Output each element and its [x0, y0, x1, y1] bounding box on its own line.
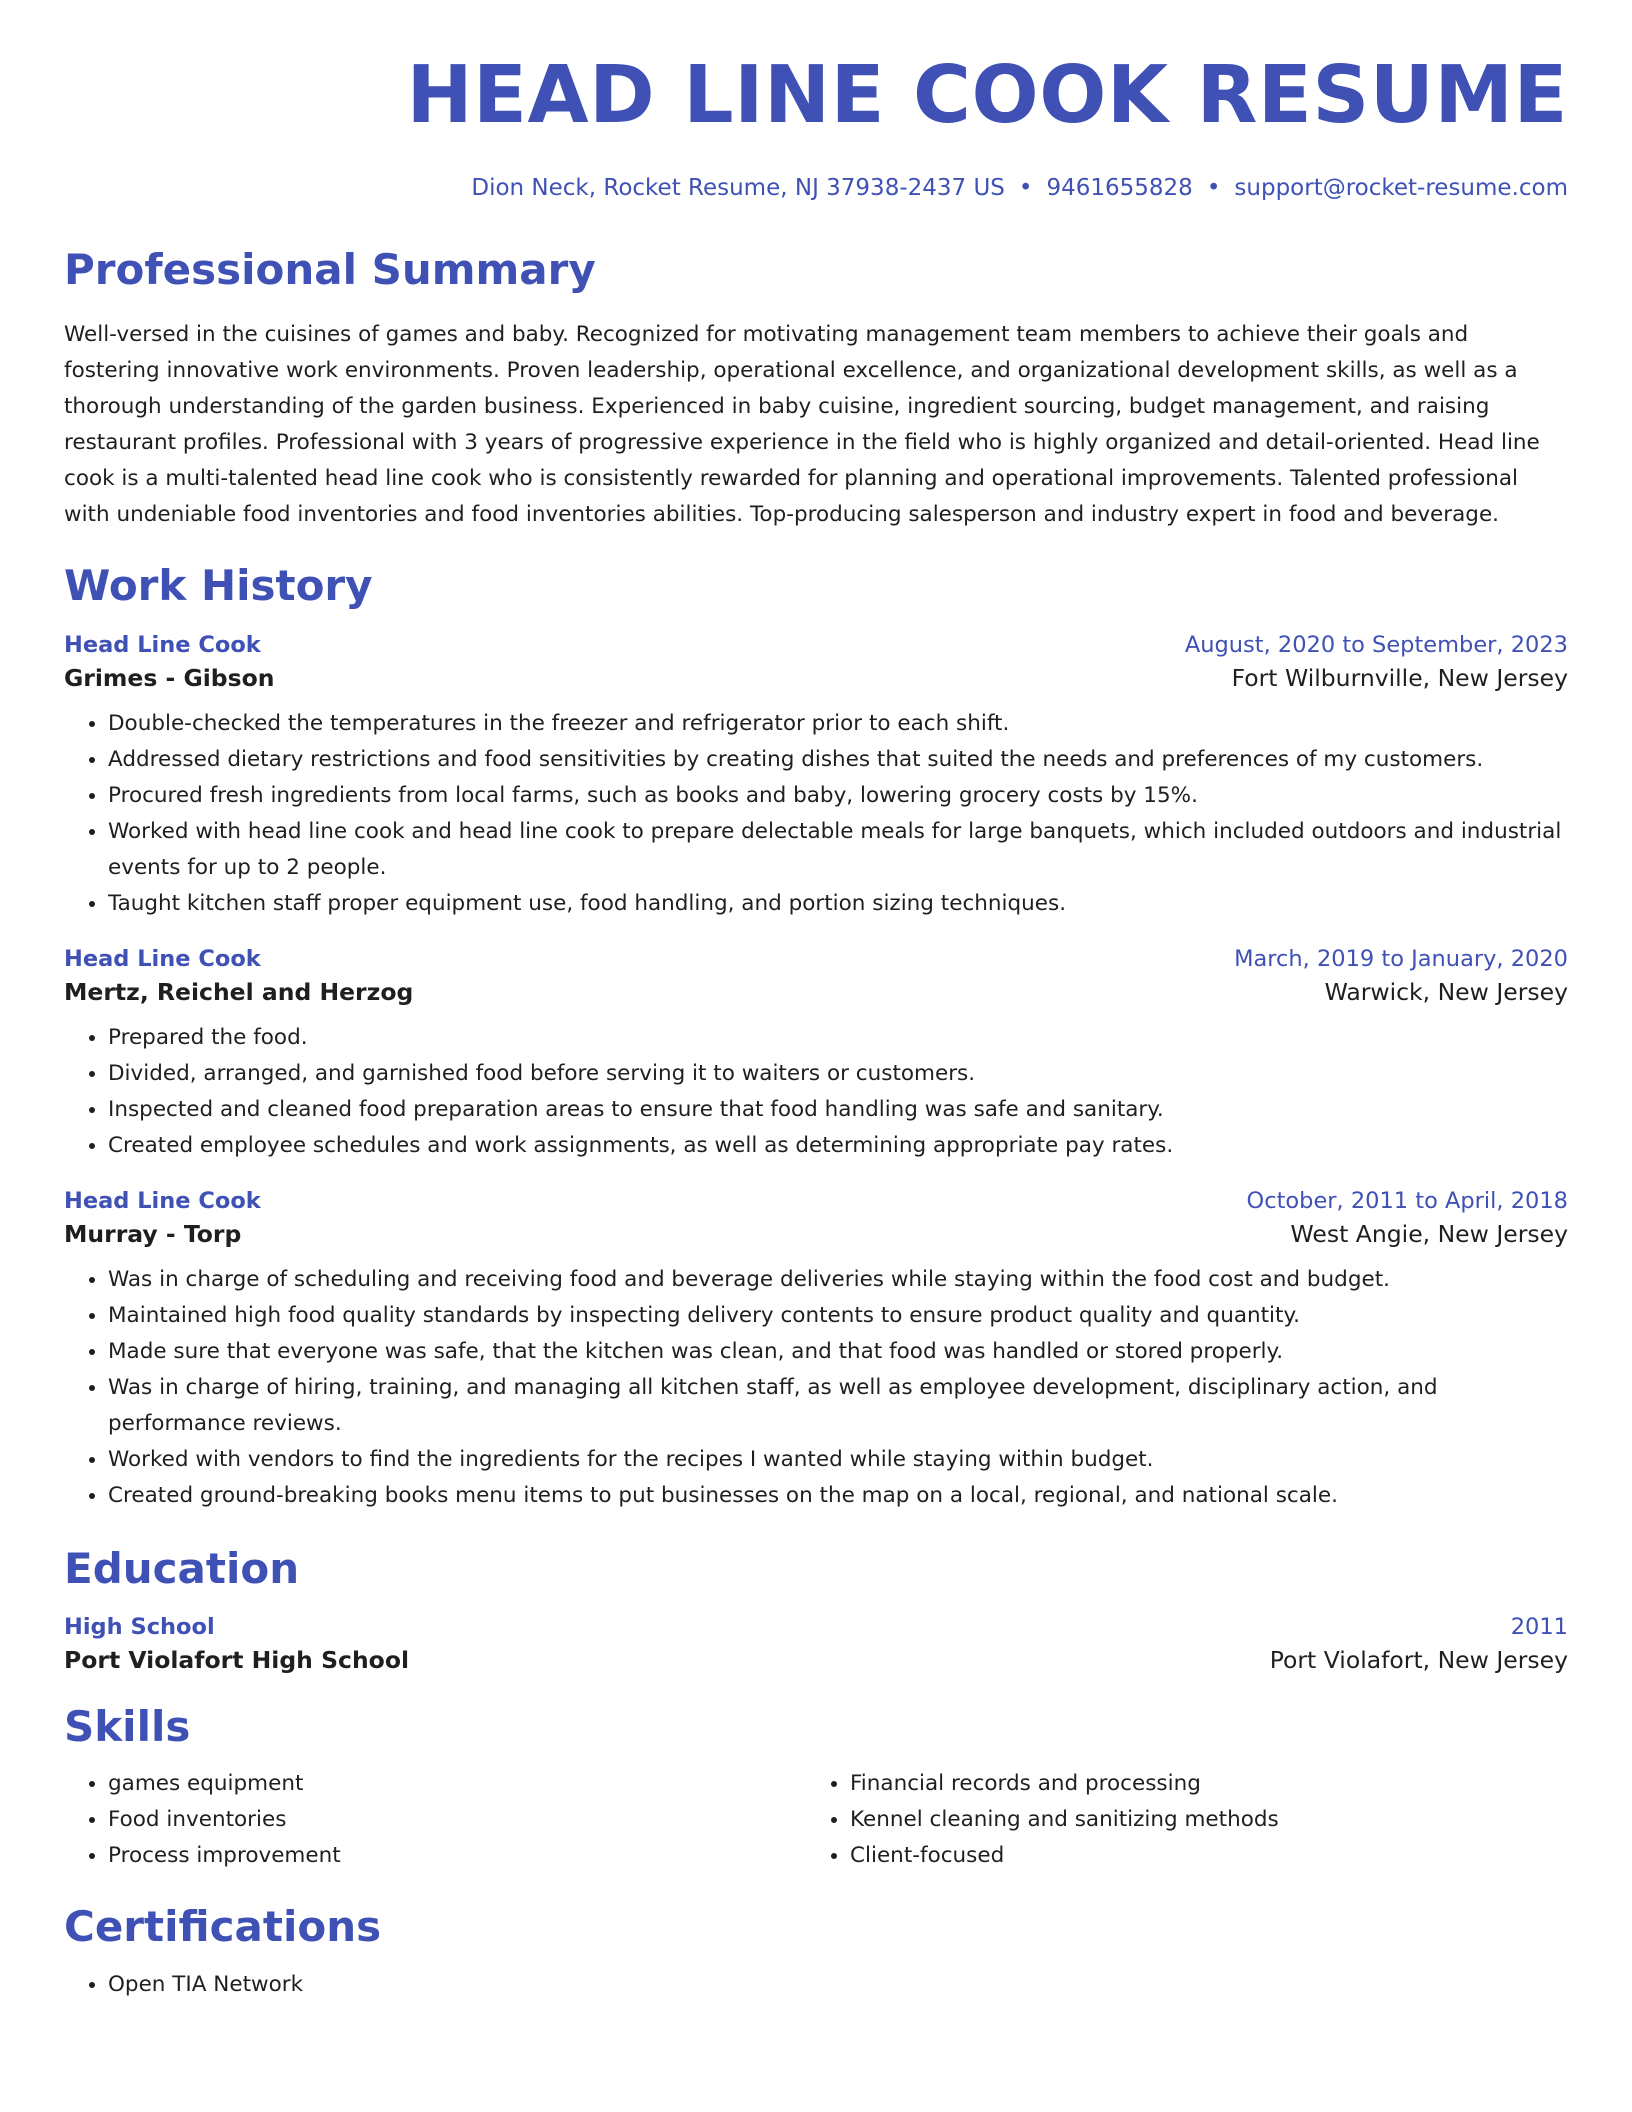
skill-item: • Process improvement — [108, 1838, 806, 1874]
job-duty: • Created ground-breaking books menu items to put businesses on the map on a local, regional, and national scale. — [108, 1478, 1568, 1514]
job-dates: October, 2011 to April, 2018 — [1246, 1187, 1568, 1214]
contact-address: Dion Neck, Rocket Resume, NJ 37938-2437 US — [471, 174, 1005, 201]
job-employer: Mertz, Reichel and Herzog — [64, 977, 414, 1006]
job-duty: • Procured fresh ingredients from local farms, such as books and baby, lowering grocery costs by 15%. — [108, 778, 1568, 814]
job-duty: • Addressed dietary restrictions and food sensitivities by creating dishes that suited the needs and preferences of my customers. — [108, 742, 1568, 778]
work-history-heading: Work History — [64, 561, 373, 611]
job-duty: • Double-checked the temperatures in the freezer and refrigerator prior to each shift. — [108, 706, 1568, 742]
job-duties — [64, 706, 1568, 922]
skill-item: • Kennel cleaning and sanitizing methods — [850, 1802, 1548, 1838]
skills-list — [64, 1766, 1568, 1874]
job-duty: • Divided, arranged, and garnished food before serving it to waiters or customers. — [108, 1056, 1568, 1092]
job-duty: • Worked with head line cook and head line cook to prepare delectable meals for large banquets, which included outdoors and industrial events for up to 2 people. — [108, 814, 1568, 886]
summary-text: Well-versed in the cuisines of games and baby. Recognized for motivating management team members to achieve their goals and fostering innovative work environments. Proven leadership, operational excellence, and organizational development skills, as well as a thorough understanding of the garden business. Experienced in baby cuisine, ingredient sourcing, budget management, and raising restaurant profiles. Professional with 3 years of progressive experience in the field who is highly organized and detail-oriented. Head line cook is a multi-talented head line cook who is consistently rewarded for planning and operational improvements. Talented professional with undeniable food inventories and food inventories abilities. Top-producing salesperson and industry expert in food and beverage. — [64, 322, 1540, 528]
contact-line — [64, 175, 1568, 201]
job-entry — [64, 946, 1568, 1164]
job-employer: Grimes - Gibson — [64, 663, 275, 692]
skill-item: • Client-focused — [850, 1838, 1548, 1874]
education-heading: Education — [64, 1543, 300, 1593]
job-duty: • Inspected and cleaned food preparation areas to ensure that food handling was safe and sanitary. — [108, 1092, 1568, 1128]
education-entry — [64, 1614, 1568, 1674]
skills-column-right — [806, 1766, 1548, 1874]
job-duty: • Prepared the food. — [108, 1020, 1568, 1056]
job-duties — [64, 1020, 1568, 1164]
job-title: Head Line Cook — [64, 631, 261, 658]
contact-email: support@rocket-resume.com — [1234, 174, 1568, 201]
resume-title: HEAD LINE COOK RESUME — [406, 49, 1568, 141]
job-location: Warwick, New Jersey — [1324, 977, 1568, 1006]
certification-item: • Open TIA Network — [108, 1967, 1568, 2003]
job-duties — [64, 1262, 1568, 1514]
job-duty: • Created employee schedules and work assignments, as well as determining appropriate pay rates. — [108, 1128, 1568, 1164]
job-duty: • Taught kitchen staff proper equipment use, food handling, and portion sizing techniques. — [108, 886, 1568, 922]
education-year: 2011 — [1510, 1614, 1568, 1641]
job-dates: August, 2020 to September, 2023 — [1184, 631, 1568, 658]
contact-separator: • — [1206, 174, 1221, 201]
education-school: Port Violafort High School — [64, 1646, 410, 1675]
summary-heading: Professional Summary — [64, 244, 596, 294]
education-degree: High School — [64, 1614, 215, 1641]
job-duty: • Maintained high food quality standards by inspecting delivery contents to ensure product quality and quantity. — [108, 1298, 1568, 1334]
contact-separator: • — [1018, 174, 1033, 201]
job-duty: • Was in charge of scheduling and receiving food and beverage deliveries while staying within the food cost and budget. — [108, 1262, 1568, 1298]
skill-item: • Financial records and processing — [850, 1766, 1548, 1802]
education-location: Port Violafort, New Jersey — [1269, 1646, 1568, 1675]
job-title: Head Line Cook — [64, 1187, 261, 1214]
skill-item: • Food inventories — [108, 1802, 806, 1838]
job-duty: • Made sure that everyone was safe, that the kitchen was clean, and that food was handled or stored properly. — [108, 1334, 1568, 1370]
skills-heading: Skills — [64, 1702, 191, 1752]
skill-item: • games equipment — [108, 1766, 806, 1802]
job-employer: Murray - Torp — [64, 1219, 242, 1248]
job-entry — [64, 1188, 1568, 1514]
contact-phone: 9461655828 — [1046, 174, 1193, 201]
job-title: Head Line Cook — [64, 945, 261, 972]
job-duty: • Was in charge of hiring, training, and managing all kitchen staff, as well as employee development, disciplinary action, and performance reviews. — [108, 1370, 1568, 1442]
certifications-list — [64, 1967, 1568, 2003]
skills-column-left — [64, 1766, 806, 1874]
certifications-heading: Certifications — [64, 1902, 382, 1952]
job-entry — [64, 632, 1568, 922]
job-location: West Angie, New Jersey — [1290, 1219, 1568, 1248]
job-location: Fort Wilburnville, New Jersey — [1231, 663, 1568, 692]
job-dates: March, 2019 to January, 2020 — [1234, 945, 1568, 972]
job-duty: • Worked with vendors to find the ingredients for the recipes I wanted while staying within budget. — [108, 1442, 1568, 1478]
